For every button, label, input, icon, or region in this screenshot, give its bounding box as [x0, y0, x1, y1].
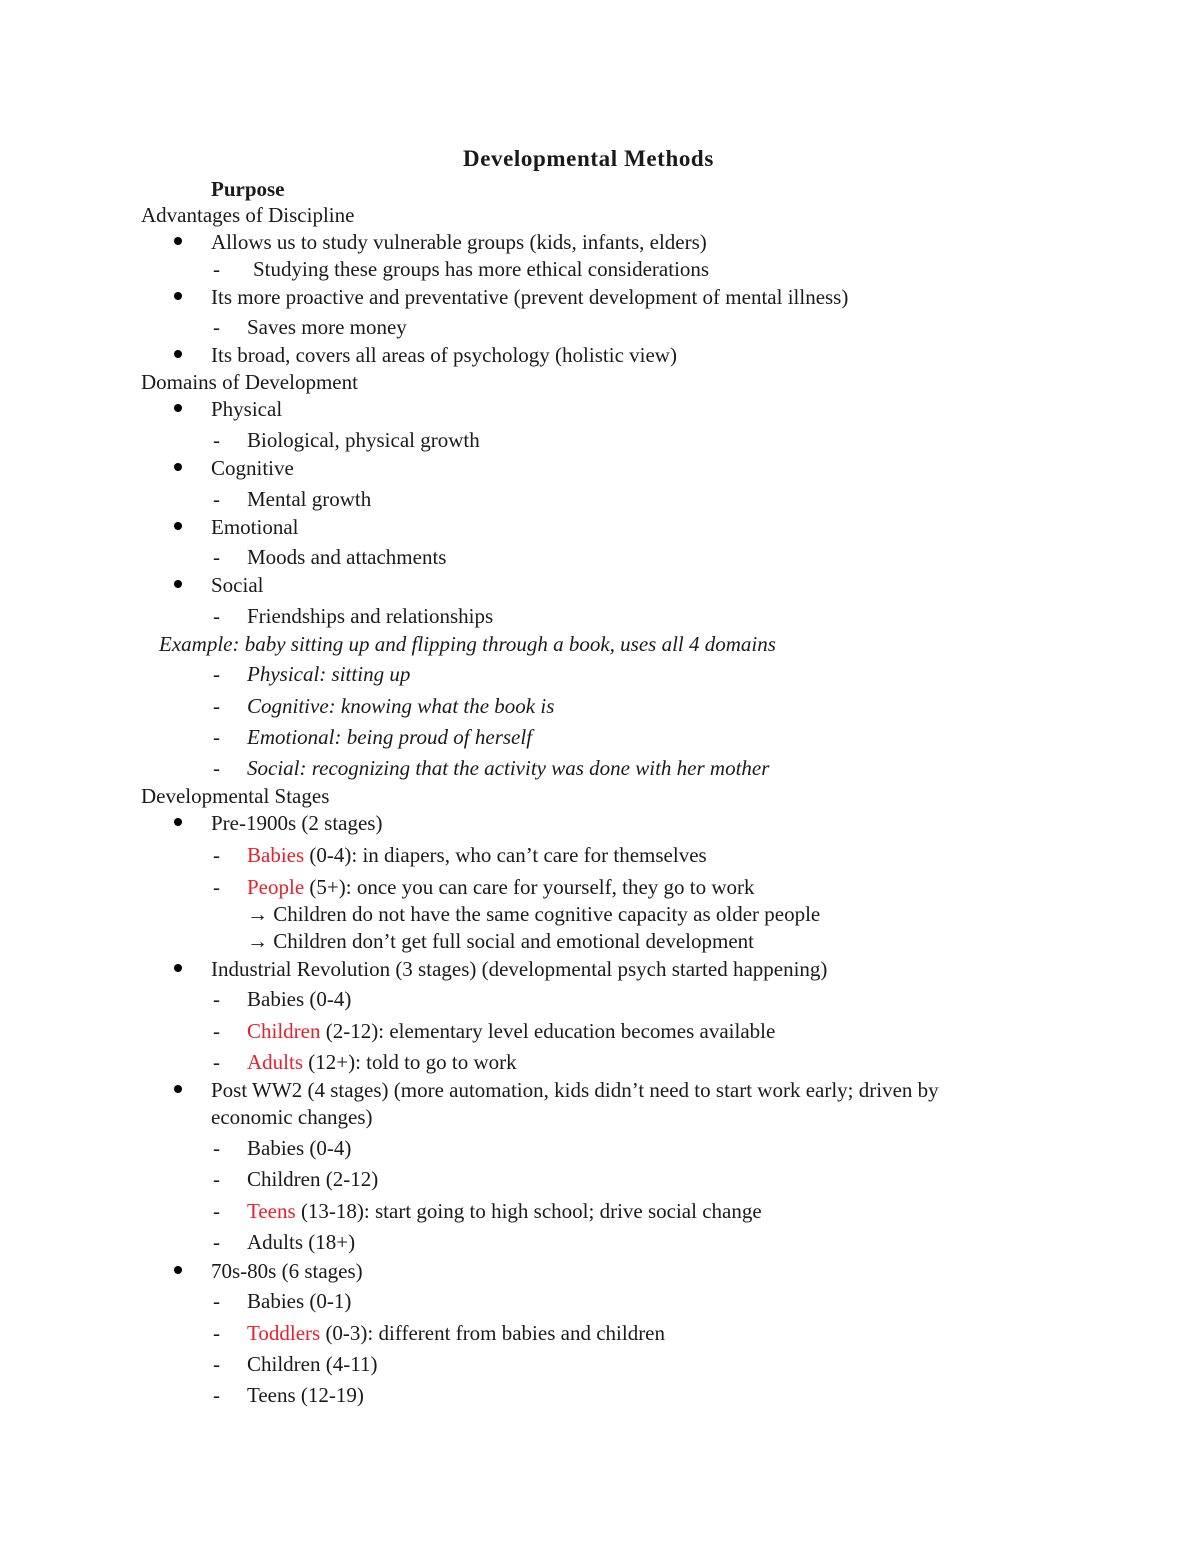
highlight-term: People	[247, 875, 305, 899]
dash-icon: -	[213, 1352, 220, 1376]
section-heading: Advantages of Discipline	[141, 203, 355, 227]
section-heading: Developmental Stages	[141, 784, 330, 808]
list-item: Its broad, covers all areas of psychology (holistic view)	[211, 343, 677, 367]
list-item: Cognitive	[211, 456, 294, 480]
highlight-term: Toddlers	[247, 1321, 321, 1345]
dash-icon: -	[213, 987, 220, 1011]
highlight-term: Teens	[247, 1199, 296, 1223]
subitem-text: (5+): once you can care for yourself, they go to work	[304, 875, 755, 899]
list-item: Physical	[211, 397, 283, 421]
page-title: Developmental Methods	[463, 146, 714, 171]
dash-icon: -	[213, 662, 220, 686]
example-item: Cognitive: knowing what the book is	[247, 694, 555, 718]
dash-icon: -	[213, 428, 220, 452]
bullet-icon	[174, 964, 182, 972]
list-subitem: Friendships and relationships	[247, 604, 494, 628]
example-item: Social: recognizing that the activity was done with her mother	[247, 756, 770, 780]
list-item: Industrial Revolution (3 stages) (developmental psych started happening)	[211, 957, 828, 981]
list-item: Emotional	[211, 515, 299, 539]
dash-icon: -	[213, 1167, 220, 1191]
arrow-note: → Children do not have the same cognitive capacity as older people	[247, 902, 821, 926]
arrow-note: → Children don’t get full social and emotional development	[247, 929, 755, 953]
dash-icon: -	[213, 487, 220, 511]
list-item: Post WW2 (4 stages) (more automation, kids didn’t need to start work early; driven by	[211, 1078, 939, 1102]
list-subitem: Saves more money	[247, 315, 407, 339]
list-subitem: Teens (12-19)	[247, 1383, 364, 1407]
list-item: Its more proactive and preventative (prevent development of mental illness)	[211, 285, 849, 309]
list-subitem: Children (4-11)	[247, 1352, 378, 1376]
list-subitem	[247, 1018, 775, 1044]
dash-icon: -	[213, 545, 220, 569]
bullet-icon	[174, 237, 182, 245]
list-subitem: Moods and attachments	[247, 545, 447, 569]
example-item: Emotional: being proud of herself	[247, 725, 533, 749]
dash-icon: -	[213, 694, 220, 718]
bullet-icon	[174, 1266, 182, 1274]
list-subitem: Babies (0-4)	[247, 987, 352, 1011]
dash-icon: -	[213, 1019, 220, 1043]
list-item: 70s-80s (6 stages)	[211, 1259, 363, 1283]
subitem-text: (0-4): in diapers, who can’t care for themselves	[304, 843, 707, 867]
dash-icon: -	[213, 875, 220, 899]
bullet-icon	[174, 1085, 182, 1093]
bullet-icon	[174, 818, 182, 826]
highlight-term: Children	[247, 1019, 321, 1043]
list-subitem: Adults (18+)	[247, 1230, 356, 1254]
dash-icon: -	[213, 257, 220, 281]
list-subitem	[247, 874, 755, 900]
example-heading: Example: baby sitting up and flipping through a book, uses all 4 domains	[159, 632, 776, 656]
dash-icon: -	[213, 1199, 220, 1223]
bullet-icon	[174, 522, 182, 530]
list-item: Allows us to study vulnerable groups (kids, infants, elders)	[211, 230, 707, 254]
list-subitem: Babies (0-4)	[247, 1136, 352, 1160]
subitem-text: (12+): told to go to work	[303, 1050, 517, 1074]
bullet-icon	[174, 463, 182, 471]
subitem-text: (13-18): start going to high school; drive social change	[295, 1199, 762, 1223]
list-subitem	[247, 842, 707, 868]
section-heading: Domains of Development	[141, 370, 358, 394]
list-subitem: Mental growth	[247, 487, 372, 511]
list-item-continuation: economic changes)	[211, 1105, 373, 1129]
list-item: Social	[211, 573, 264, 597]
list-subitem: Babies (0-1)	[247, 1289, 352, 1313]
dash-icon: -	[213, 725, 220, 749]
list-subitem	[247, 1049, 517, 1075]
dash-icon: -	[213, 1136, 220, 1160]
subitem-text: (0-3): different from babies and children	[320, 1321, 666, 1345]
dash-icon: -	[213, 1289, 220, 1313]
subitem-text: (2-12): elementary level education becomes available	[320, 1019, 776, 1043]
dash-icon: -	[213, 756, 220, 780]
dash-icon: -	[213, 1230, 220, 1254]
list-subitem: Children (2-12)	[247, 1167, 379, 1191]
list-item: Pre-1900s (2 stages)	[211, 811, 383, 835]
dash-icon: -	[213, 604, 220, 628]
dash-icon: -	[213, 1321, 220, 1345]
highlight-term: Adults	[247, 1050, 304, 1074]
bullet-icon	[174, 350, 182, 358]
bullet-icon	[174, 580, 182, 588]
dash-icon: -	[213, 1383, 220, 1407]
bullet-icon	[174, 404, 182, 412]
list-subitem: Studying these groups has more ethical considerations	[253, 257, 710, 281]
example-item: Physical: sitting up	[247, 662, 411, 686]
dash-icon: -	[213, 315, 220, 339]
bullet-icon	[174, 292, 182, 300]
section-subheading: Purpose	[211, 177, 285, 201]
list-subitem	[247, 1320, 665, 1346]
highlight-term: Babies	[247, 843, 305, 867]
dash-icon: -	[213, 843, 220, 867]
list-subitem: Biological, physical growth	[247, 428, 480, 452]
list-subitem	[247, 1198, 762, 1224]
dash-icon: -	[213, 1050, 220, 1074]
